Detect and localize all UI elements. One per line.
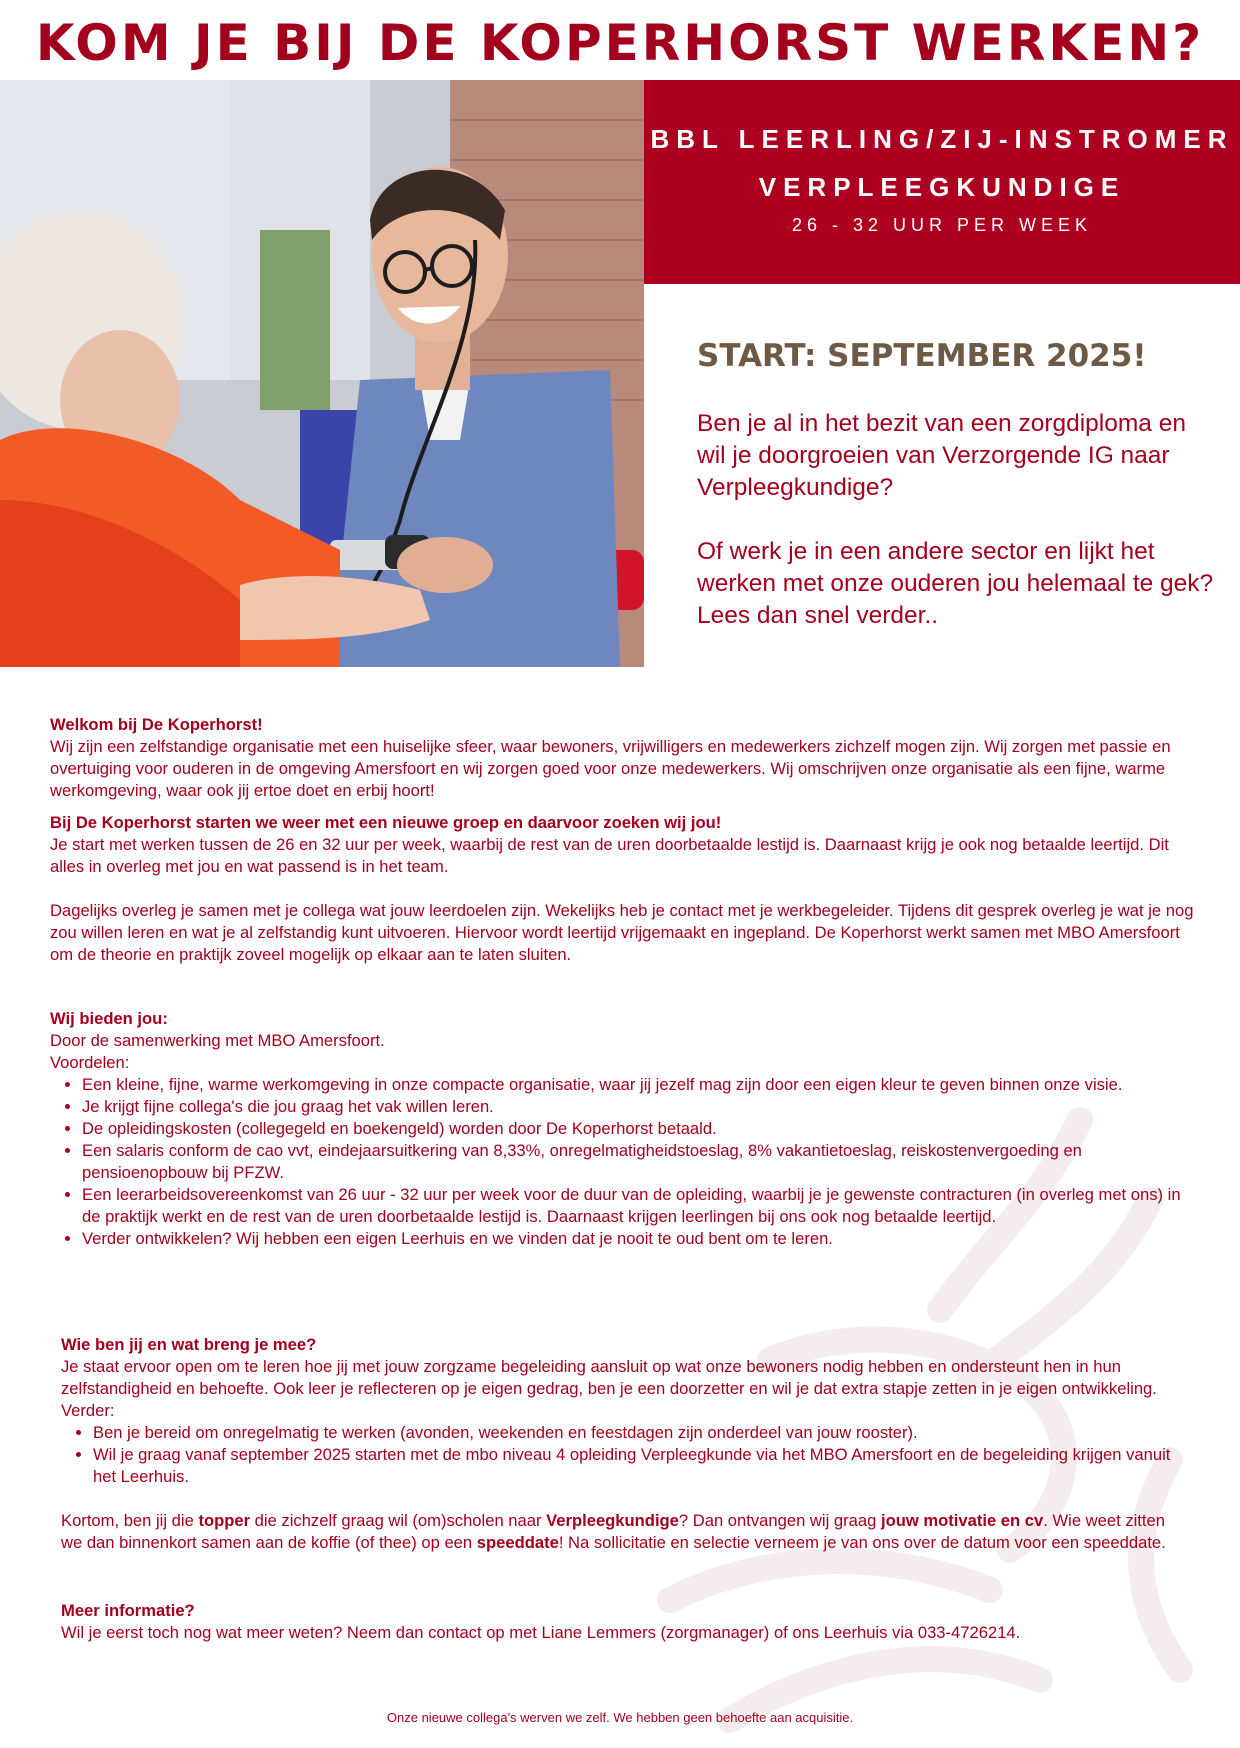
list-item: • Je krijgt fijne collega's die jou graag het vak willen leren. bbox=[82, 1096, 1200, 1118]
offer-line-2: Voordelen: bbox=[50, 1053, 130, 1072]
group-heading: Bij De Koperhorst starten we weer met een nieuwe groep en daarvoor zoeken wij jou! bbox=[50, 813, 722, 832]
intro-text bbox=[697, 408, 1217, 664]
group-text-1: Je start met werken tussen de 26 en 32 uur per week, waarbij de rest van de uren doorbetaalde lestijd is. Daarnaast krijg je ook nog betaalde leertijd. Dit alles in overleg met jou en wat passend is in het team. bbox=[50, 835, 1169, 876]
page-title: KOM JE BIJ DE KOPERHORST WERKEN? bbox=[35, 14, 1205, 72]
hero-photo bbox=[0, 80, 644, 667]
closing-text-3: ? Dan ontvangen wij graag bbox=[678, 1511, 881, 1530]
closing-text-5: ! Na sollicitatie en selectie verneem je van ons over de datum voor een speeddate. bbox=[558, 1533, 1166, 1552]
profile-section bbox=[61, 1334, 1181, 1488]
job-hours: 26 - 32 UUR PER WEEK bbox=[791, 215, 1093, 235]
list-item: • Een leerarbeidsovereenkomst van 26 uur - 32 uur per week voor de duur van de opleiding, waarbij je je gewenste contracturen (in overleg met ons) in de praktijk werkt en de rest van de uren doorbetaalde lestijd is. Daarnaast krijgen leerlingen bij ons ook nog betaalde leertijd. bbox=[82, 1184, 1200, 1228]
info-section bbox=[61, 1600, 1161, 1644]
welcome-text: Wij zijn een zelfstandige organisatie met een huiselijke sfeer, waar bewoners, vrijwilligers en medewerkers zichzelf mogen zijn. Wij zorgen met passie en overtuiging voor ouderen in de omgeving Amersfoort en wij zorgen goed voor onze medewerkers. Wij omschrijven onze organisatie als een fijne, warme werkomgeving, waar ook jij ertoe doet en erbij hoort! bbox=[50, 737, 1171, 800]
closing-emphasis-speeddate: speeddate bbox=[476, 1533, 559, 1552]
intro-paragraph-2: Of werk je in een andere sector en lijkt het werken met onze ouderen jou helemaal te gek? Lees dan snel verder.. bbox=[697, 538, 1214, 629]
job-title-line-1: BBL LEERLING/ZIJ-INSTROMER bbox=[650, 124, 1234, 154]
offer-line-1: Door de samenwerking met MBO Amersfoort. bbox=[50, 1031, 385, 1050]
closing-text-4: . Wie weet zitten we dan binnenkort samen aan de koffie (of thee) op een bbox=[61, 1511, 1165, 1552]
profile-heading: Wie ben jij en wat breng je mee? bbox=[61, 1335, 317, 1354]
offer-section bbox=[50, 1008, 1200, 1250]
start-date-heading: START: SEPTEMBER 2025! bbox=[697, 338, 1147, 374]
closing-emphasis-topper: topper bbox=[198, 1511, 251, 1530]
list-item: • Wil je graag vanaf september 2025 starten met de mbo niveau 4 opleiding Verpleegkunde via het MBO Amersfoort en de begeleiding krijgen vanuit het Leerhuis. bbox=[93, 1444, 1181, 1488]
job-title-banner bbox=[644, 80, 1240, 284]
closing-section bbox=[61, 1510, 1181, 1554]
profile-list bbox=[61, 1422, 1181, 1488]
offer-heading: Wij bieden jou: bbox=[50, 1009, 168, 1028]
closing-emphasis-motivation: jouw motivatie en cv bbox=[880, 1511, 1044, 1530]
closing-text-2: die zichzelf graag wil (om)scholen naar bbox=[250, 1511, 547, 1530]
list-item: • Ben je bereid om onregelmatig te werken (avonden, weekenden en feestdagen zijn onderdeel van jouw rooster). bbox=[93, 1422, 1181, 1444]
list-item: • Verder ontwikkelen? Wij hebben een eigen Leerhuis en we vinden dat je nooit te oud bent om te leren. bbox=[82, 1228, 1200, 1250]
closing-text-1: Kortom, ben jij die bbox=[61, 1511, 199, 1530]
footer-note: Onze nieuwe collega's werven we zelf. We hebben geen behoefte aan acquisitie. bbox=[386, 1710, 854, 1725]
info-heading: Meer informatie? bbox=[61, 1601, 195, 1620]
closing-emphasis-role: Verpleegkundige bbox=[546, 1511, 679, 1530]
job-title-line-2: VERPLEEGKUNDIGE bbox=[758, 172, 1126, 202]
list-item: • De opleidingskosten (collegegeld en boekengeld) worden door De Koperhorst betaald. bbox=[82, 1118, 1200, 1140]
list-item: • Een salaris conform de cao vvt, eindejaarsuitkering van 8,33%, onregelmatigheidstoeslag, 8% vakantietoeslag, reiskostenvergoeding en pensioenopbouw bij PFZW. bbox=[82, 1140, 1200, 1184]
info-text: Wil je eerst toch nog wat meer weten? Neem dan contact op met Liane Lemmers (zorgmanager) of ons Leerhuis via 033-4726214. bbox=[61, 1623, 1021, 1642]
profile-text: Je staat ervoor open om te leren hoe jij met jouw zorgzame begeleiding aansluit op wat onze bewoners nodig hebben en ondersteunt hen in hun zelfstandigheid en behoefte. Ook leer je reflecteren op je eigen gedrag, ben je een doorzetter en wil je dat extra stapje zetten in je eigen ontwikkeling. Verder: bbox=[61, 1357, 1157, 1420]
group-section bbox=[50, 812, 1200, 966]
list-item: • Een kleine, fijne, warme werkomgeving in onze compacte organisatie, waar jij jezelf mag zijn door een eigen kleur te geven binnen onze visie. bbox=[82, 1074, 1200, 1096]
offer-list bbox=[50, 1074, 1200, 1250]
closing-paragraph bbox=[61, 1510, 1181, 1554]
welcome-section bbox=[50, 714, 1200, 802]
group-text-2: Dagelijks overleg je samen met je collega wat jouw leerdoelen zijn. Wekelijks heb je contact met je werkbegeleider. Tijdens dit gesprek overleg je wat je nog zou willen leren en wat je al zelfstandig kunt uitvoeren. Hiervoor wordt leertijd vrijgemaakt en ingepland. De Koperhorst werkt samen met MBO Amersfoort om de theorie en praktijk zoveel mogelijk op elkaar aan te laten sluiten. bbox=[50, 901, 1194, 964]
intro-paragraph-1: Ben je al in het bezit van een zorgdiploma en wil je doorgroeien van Verzorgende IG naar Verpleegkundige? bbox=[697, 410, 1186, 501]
welcome-heading: Welkom bij De Koperhorst! bbox=[50, 715, 263, 734]
